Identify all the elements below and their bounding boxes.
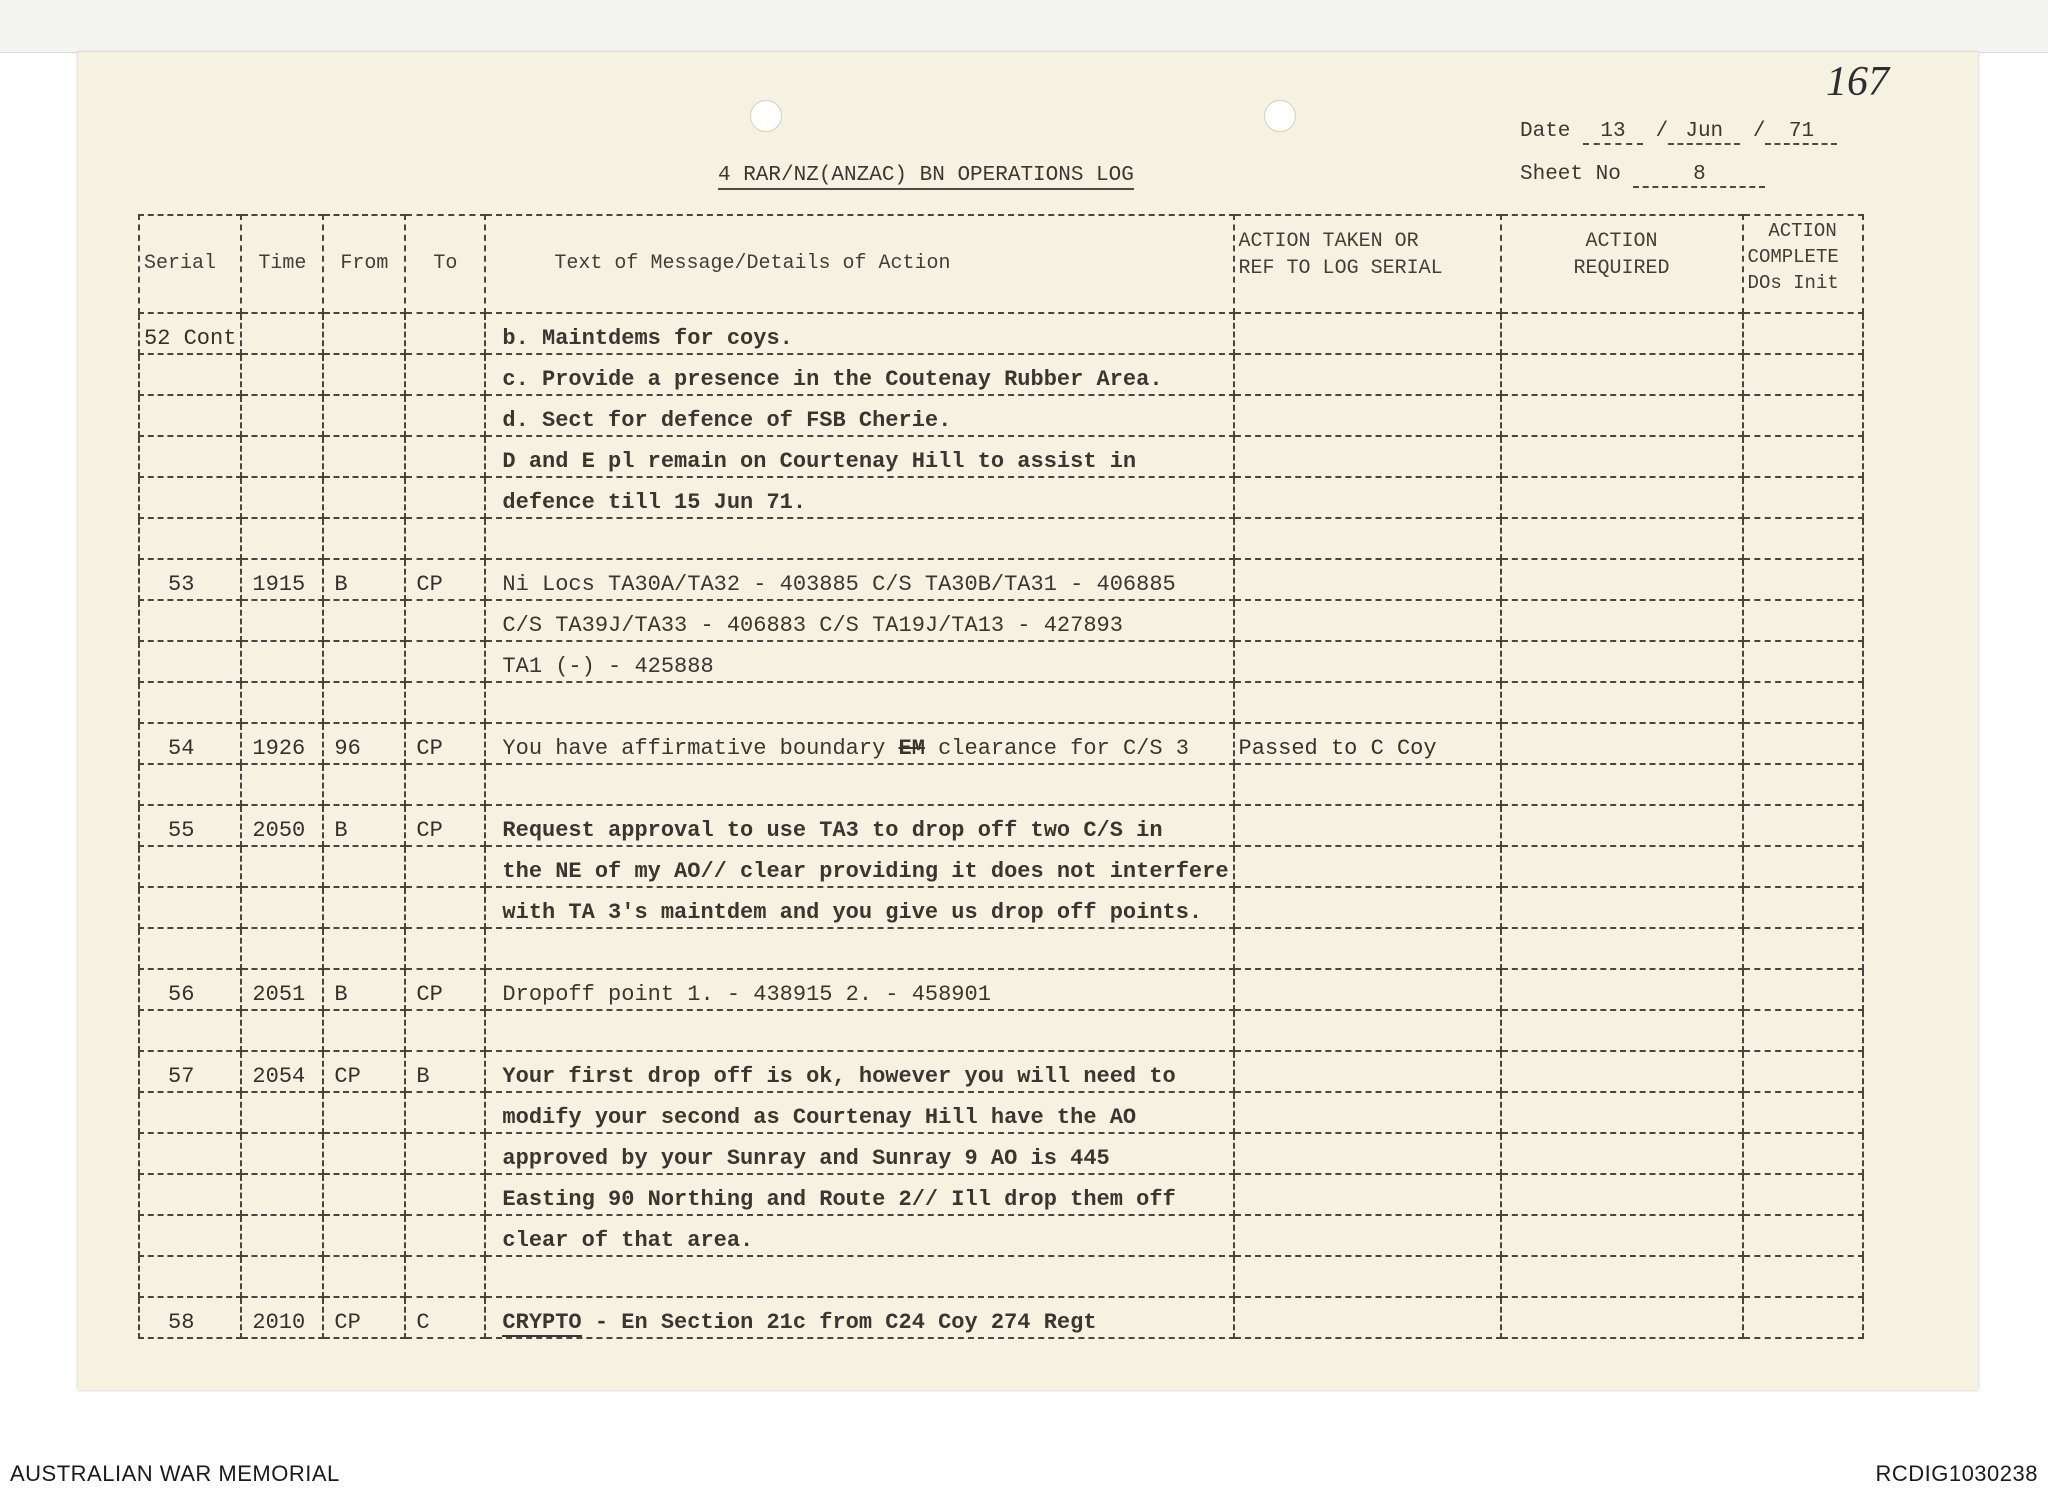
serial-cell xyxy=(139,1092,241,1133)
time-cell xyxy=(241,764,323,805)
time-cell xyxy=(241,600,323,641)
time-cell xyxy=(241,354,323,395)
message-cell xyxy=(485,641,1233,682)
log-row xyxy=(139,928,1863,969)
action-taken-cell: Passed to C Coy xyxy=(1234,723,1501,764)
log-row xyxy=(139,1256,1863,1297)
from-cell xyxy=(323,1215,405,1256)
action-complete-cell xyxy=(1743,887,1863,928)
serial-cell: 57 xyxy=(139,1051,241,1092)
message-cell xyxy=(485,682,1233,723)
log-row xyxy=(139,641,1863,682)
log-row xyxy=(139,1174,1863,1215)
time-cell xyxy=(241,436,323,477)
to-cell xyxy=(405,395,485,436)
log-row xyxy=(139,805,1863,846)
time-cell: 2054 xyxy=(241,1051,323,1092)
date-line: Date 13 / Jun / 71 xyxy=(1520,120,1837,145)
action-taken-cell xyxy=(1234,436,1501,477)
action-taken-cell xyxy=(1234,354,1501,395)
operations-log-table xyxy=(138,214,1864,1339)
punch-hole-left xyxy=(750,100,782,132)
message-cell xyxy=(485,313,1233,354)
time-cell xyxy=(241,395,323,436)
scan-background-strip xyxy=(0,0,2048,53)
serial-cell xyxy=(139,641,241,682)
time-cell xyxy=(241,887,323,928)
action-taken-cell xyxy=(1234,600,1501,641)
action-required-cell xyxy=(1501,354,1743,395)
time-cell xyxy=(241,928,323,969)
to-cell xyxy=(405,1010,485,1051)
serial-cell xyxy=(139,928,241,969)
from-cell xyxy=(323,1174,405,1215)
message-text: clear of that area. xyxy=(502,1228,754,1253)
from-cell xyxy=(323,641,405,682)
serial-cell xyxy=(139,887,241,928)
action-taken-cell xyxy=(1234,559,1501,600)
log-row xyxy=(139,395,1863,436)
action-required-cell xyxy=(1501,395,1743,436)
action-taken-cell xyxy=(1234,1010,1501,1051)
action-taken-cell xyxy=(1234,805,1501,846)
log-row xyxy=(139,723,1863,764)
time-cell xyxy=(241,518,323,559)
to-cell: CP xyxy=(405,559,485,600)
action-complete-cell xyxy=(1743,1051,1863,1092)
action-required-cell xyxy=(1501,1256,1743,1297)
col-time: Time xyxy=(241,215,323,313)
serial-cell xyxy=(139,1174,241,1215)
message-cell xyxy=(485,1092,1233,1133)
action-complete-cell xyxy=(1743,846,1863,887)
date-day: 13 xyxy=(1583,120,1643,145)
log-row xyxy=(139,846,1863,887)
from-cell xyxy=(323,395,405,436)
serial-cell xyxy=(139,1133,241,1174)
serial-cell xyxy=(139,395,241,436)
time-cell xyxy=(241,1010,323,1051)
handwritten-page-number: 167 xyxy=(1826,59,1889,105)
log-row xyxy=(139,969,1863,1010)
serial-cell xyxy=(139,477,241,518)
serial-cell xyxy=(139,600,241,641)
message-cell xyxy=(485,969,1233,1010)
serial-cell: 58 xyxy=(139,1297,241,1338)
action-taken-cell xyxy=(1234,518,1501,559)
message-cell xyxy=(485,559,1233,600)
action-required-cell xyxy=(1501,805,1743,846)
action-complete-cell xyxy=(1743,928,1863,969)
action-complete-cell xyxy=(1743,641,1863,682)
to-cell xyxy=(405,1133,485,1174)
action-required-cell xyxy=(1501,1133,1743,1174)
serial-cell xyxy=(139,682,241,723)
from-cell xyxy=(323,518,405,559)
action-required-cell xyxy=(1501,1174,1743,1215)
time-cell: 2050 xyxy=(241,805,323,846)
from-cell xyxy=(323,436,405,477)
serial-cell xyxy=(139,846,241,887)
action-taken-cell xyxy=(1234,928,1501,969)
action-required-cell xyxy=(1501,641,1743,682)
from-cell: B xyxy=(323,969,405,1010)
message-text: Your first drop off is ok, however you will need to xyxy=(502,1064,1176,1089)
action-required-cell xyxy=(1501,764,1743,805)
to-cell: CP xyxy=(405,805,485,846)
action-complete-cell xyxy=(1743,559,1863,600)
message-text: D and E pl remain on Courtenay Hill to assist in xyxy=(502,449,1137,474)
to-cell xyxy=(405,1174,485,1215)
serial-cell xyxy=(139,1215,241,1256)
message-cell xyxy=(485,1256,1233,1297)
action-complete-cell xyxy=(1743,1010,1863,1051)
action-taken-cell xyxy=(1234,641,1501,682)
message-cell xyxy=(485,436,1233,477)
from-cell xyxy=(323,354,405,395)
log-row xyxy=(139,1297,1863,1338)
message-text: You have affirmative boundary xyxy=(502,736,899,761)
to-cell: CP xyxy=(405,723,485,764)
footer-institution: AUSTRALIAN WAR MEMORIAL xyxy=(10,1461,340,1486)
message-text: modify your second as Courtenay Hill have the AO xyxy=(502,1105,1137,1130)
from-cell xyxy=(323,600,405,641)
message-cell xyxy=(485,1174,1233,1215)
message-text: Request approval to use TA3 to drop off two C/S in xyxy=(502,818,1163,843)
to-cell: CP xyxy=(405,969,485,1010)
action-complete-cell xyxy=(1743,723,1863,764)
serial-cell: 53 xyxy=(139,559,241,600)
to-cell xyxy=(405,1092,485,1133)
to-cell xyxy=(405,846,485,887)
action-complete-cell xyxy=(1743,682,1863,723)
serial-cell xyxy=(139,764,241,805)
action-complete-cell xyxy=(1743,354,1863,395)
action-taken-cell xyxy=(1234,846,1501,887)
message-cell xyxy=(485,764,1233,805)
time-cell: 1926 xyxy=(241,723,323,764)
to-cell xyxy=(405,354,485,395)
time-cell xyxy=(241,682,323,723)
to-cell xyxy=(405,928,485,969)
time-cell xyxy=(241,1256,323,1297)
footer-record-id: RCDIG1030238 xyxy=(1875,1461,2038,1486)
action-complete-cell xyxy=(1743,1215,1863,1256)
message-cell xyxy=(485,1297,1233,1338)
action-required-cell xyxy=(1501,600,1743,641)
message-cell xyxy=(485,928,1233,969)
message-cell xyxy=(485,395,1233,436)
time-cell xyxy=(241,846,323,887)
message-text: defence till 15 Jun 71. xyxy=(502,490,807,515)
from-cell xyxy=(323,477,405,518)
action-required-cell xyxy=(1501,518,1743,559)
message-text: - En Section 21c from C24 Coy 274 Regt xyxy=(581,1310,1097,1335)
action-complete-cell xyxy=(1743,600,1863,641)
message-cell xyxy=(485,1215,1233,1256)
to-cell: C xyxy=(405,1297,485,1338)
log-row xyxy=(139,1051,1863,1092)
log-row xyxy=(139,764,1863,805)
action-required-cell xyxy=(1501,1092,1743,1133)
action-taken-cell xyxy=(1234,1174,1501,1215)
message-text: Dropoff point 1. - 438915 2. - 458901 xyxy=(502,982,991,1007)
action-complete-cell xyxy=(1743,313,1863,354)
action-complete-cell xyxy=(1743,805,1863,846)
action-complete-cell xyxy=(1743,1297,1863,1338)
action-taken-cell xyxy=(1234,969,1501,1010)
action-taken-cell xyxy=(1234,477,1501,518)
log-row xyxy=(139,887,1863,928)
action-complete-cell xyxy=(1743,1256,1863,1297)
action-taken-cell xyxy=(1234,313,1501,354)
serial-cell: 55 xyxy=(139,805,241,846)
to-cell xyxy=(405,313,485,354)
action-required-cell xyxy=(1501,1297,1743,1338)
sheet-line xyxy=(1520,163,1765,188)
col-action-taken: ACTION TAKEN OR REF TO LOG SERIAL xyxy=(1234,215,1501,313)
message-text: Easting 90 Northing and Route 2// Ill drop them off xyxy=(502,1187,1176,1212)
message-cell xyxy=(485,354,1233,395)
from-cell xyxy=(323,846,405,887)
time-cell xyxy=(241,313,323,354)
col-text: Text of Message/Details of Action xyxy=(485,215,1233,313)
time-cell: 1915 xyxy=(241,559,323,600)
action-required-cell xyxy=(1501,969,1743,1010)
action-required-cell xyxy=(1501,928,1743,969)
time-cell: 2051 xyxy=(241,969,323,1010)
action-complete-cell xyxy=(1743,395,1863,436)
action-complete-cell xyxy=(1743,518,1863,559)
from-cell xyxy=(323,682,405,723)
action-required-cell xyxy=(1501,1215,1743,1256)
to-cell xyxy=(405,1256,485,1297)
action-taken-cell xyxy=(1234,395,1501,436)
from-cell xyxy=(323,1092,405,1133)
from-cell xyxy=(323,313,405,354)
action-required-cell xyxy=(1501,1051,1743,1092)
from-cell xyxy=(323,1133,405,1174)
log-row xyxy=(139,600,1863,641)
log-row xyxy=(139,1133,1863,1174)
message-text: d. Sect for defence of FSB Cherie. xyxy=(502,408,952,433)
to-cell xyxy=(405,641,485,682)
log-row xyxy=(139,313,1863,354)
time-cell xyxy=(241,1133,323,1174)
crypto-marker: CRYPTO xyxy=(502,1310,582,1335)
time-cell: 2010 xyxy=(241,1297,323,1338)
from-cell xyxy=(323,887,405,928)
serial-cell xyxy=(139,518,241,559)
action-required-cell xyxy=(1501,846,1743,887)
message-cell xyxy=(485,477,1233,518)
action-complete-cell xyxy=(1743,1133,1863,1174)
message-text: b. Maintdems for coys. xyxy=(502,326,793,351)
date-month: Jun xyxy=(1668,120,1740,145)
from-cell: 96 xyxy=(323,723,405,764)
message-text: approved by your Sunray and Sunray 9 AO is 445 xyxy=(502,1146,1110,1171)
action-taken-cell xyxy=(1234,1051,1501,1092)
serial-cell: 54 xyxy=(139,723,241,764)
action-taken-cell xyxy=(1234,1092,1501,1133)
time-cell xyxy=(241,641,323,682)
message-cell xyxy=(485,1051,1233,1092)
from-cell xyxy=(323,1010,405,1051)
message-cell xyxy=(485,846,1233,887)
action-taken-cell xyxy=(1234,1215,1501,1256)
message-text: c. Provide a presence in the Coutenay Rubber Area. xyxy=(502,367,1163,392)
message-text: the NE of my AO// clear providing it does not interfere xyxy=(502,859,1229,884)
message-cell xyxy=(485,887,1233,928)
to-cell xyxy=(405,600,485,641)
to-cell xyxy=(405,1215,485,1256)
action-required-cell xyxy=(1501,887,1743,928)
sheet-label: Sheet No xyxy=(1520,163,1621,186)
from-cell: CP xyxy=(323,1051,405,1092)
serial-cell xyxy=(139,436,241,477)
action-complete-cell xyxy=(1743,436,1863,477)
message-cell xyxy=(485,723,1233,764)
message-cell xyxy=(485,600,1233,641)
serial-cell: 56 xyxy=(139,969,241,1010)
to-cell xyxy=(405,477,485,518)
header-row xyxy=(139,215,1863,313)
action-complete-cell xyxy=(1743,1092,1863,1133)
log-row xyxy=(139,436,1863,477)
message-text: TA1 (-) - 425888 xyxy=(502,654,714,679)
log-row xyxy=(139,1010,1863,1051)
serial-cell xyxy=(139,1256,241,1297)
time-cell xyxy=(241,1092,323,1133)
time-cell xyxy=(241,1174,323,1215)
action-complete-cell xyxy=(1743,1174,1863,1215)
action-taken-cell xyxy=(1234,1297,1501,1338)
log-row xyxy=(139,477,1863,518)
message-cell xyxy=(485,805,1233,846)
to-cell xyxy=(405,518,485,559)
col-serial: Serial xyxy=(139,215,241,313)
from-cell: B xyxy=(323,559,405,600)
to-cell xyxy=(405,436,485,477)
date-year: 71 xyxy=(1765,120,1837,145)
log-row xyxy=(139,518,1863,559)
action-required-cell xyxy=(1501,313,1743,354)
to-cell xyxy=(405,764,485,805)
from-cell xyxy=(323,1256,405,1297)
action-required-cell xyxy=(1501,477,1743,518)
to-cell xyxy=(405,682,485,723)
message-text: with TA 3's maintdem and you give us drop off points. xyxy=(502,900,1203,925)
log-row xyxy=(139,682,1863,723)
serial-cell xyxy=(139,1010,241,1051)
sheet-number: 8 xyxy=(1633,163,1765,188)
from-cell: CP xyxy=(323,1297,405,1338)
log-row xyxy=(139,354,1863,395)
time-cell xyxy=(241,477,323,518)
message-cell xyxy=(485,1133,1233,1174)
date-label: Date xyxy=(1520,120,1571,143)
message-text: C/S TA39J/TA33 - 406883 C/S TA19J/TA13 - 427893 xyxy=(502,613,1123,638)
struck-text: EM xyxy=(898,736,925,761)
action-taken-cell xyxy=(1234,887,1501,928)
col-to: To xyxy=(405,215,485,313)
col-from: From xyxy=(323,215,405,313)
action-required-cell xyxy=(1501,559,1743,600)
message-cell xyxy=(485,518,1233,559)
action-taken-cell xyxy=(1234,682,1501,723)
action-taken-cell xyxy=(1234,1133,1501,1174)
action-required-cell xyxy=(1501,1010,1743,1051)
punch-hole-right xyxy=(1264,100,1296,132)
log-row xyxy=(139,559,1863,600)
action-complete-cell xyxy=(1743,477,1863,518)
log-title: 4 RAR/NZ(ANZAC) BN OPERATIONS LOG xyxy=(718,164,1134,190)
col-action-required: ACTION REQUIRED xyxy=(1501,215,1743,313)
message-cell xyxy=(485,1010,1233,1051)
serial-cell xyxy=(139,354,241,395)
time-cell xyxy=(241,1215,323,1256)
from-cell xyxy=(323,928,405,969)
log-row xyxy=(139,1092,1863,1133)
action-complete-cell xyxy=(1743,764,1863,805)
action-required-cell xyxy=(1501,682,1743,723)
from-cell: B xyxy=(323,805,405,846)
action-taken-cell xyxy=(1234,764,1501,805)
action-complete-cell xyxy=(1743,969,1863,1010)
to-cell: B xyxy=(405,1051,485,1092)
message-text: clearance for C/S 3 xyxy=(924,736,1189,761)
from-cell xyxy=(323,764,405,805)
log-row xyxy=(139,1215,1863,1256)
action-taken-cell xyxy=(1234,1256,1501,1297)
serial-cell: 52 Cont xyxy=(139,313,241,354)
col-action-complete: ACTION COMPLETE DOs Init xyxy=(1743,215,1863,313)
action-required-cell xyxy=(1501,436,1743,477)
action-required-cell xyxy=(1501,723,1743,764)
to-cell xyxy=(405,887,485,928)
message-text: Ni Locs TA30A/TA32 - 403885 C/S TA30B/TA31 - 406885 xyxy=(502,572,1176,597)
